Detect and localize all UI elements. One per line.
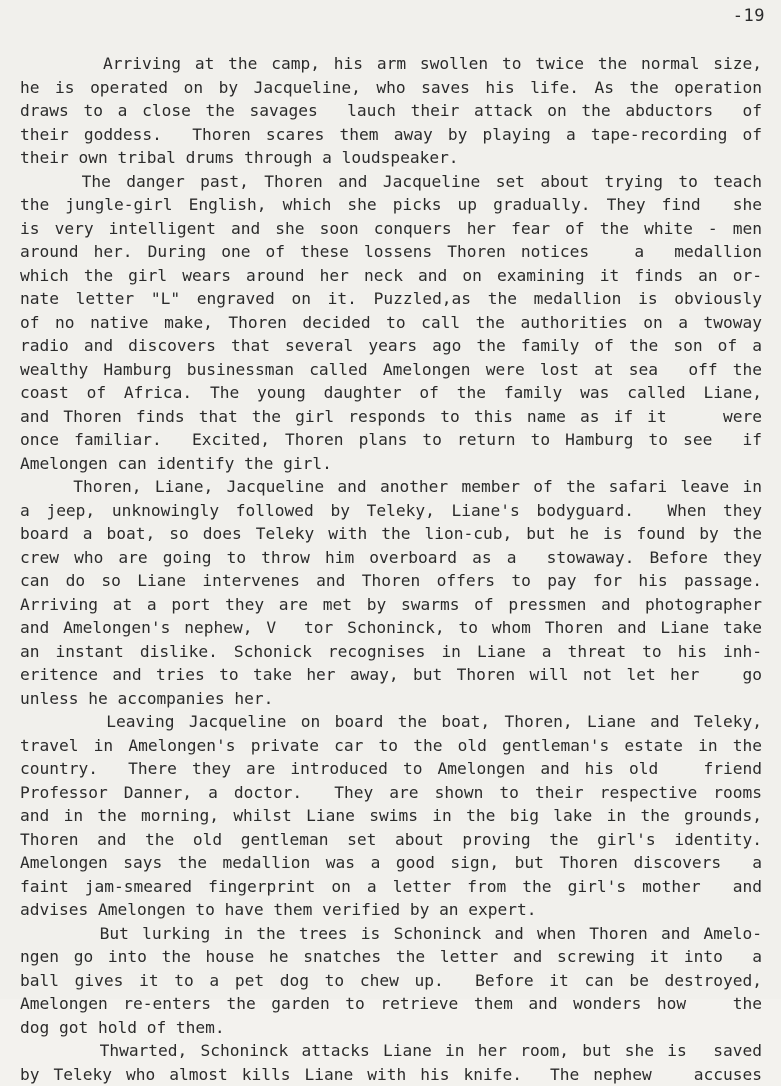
text-line: is very intelligent and she soon conquers her fear of the white - men <box>20 217 762 241</box>
text-line: an instant dislike. Schonick recognises in Liane a threat to his inh- <box>20 640 762 664</box>
text-line: eritence and tries to take her away, but Thoren will not let her go <box>20 663 762 687</box>
text-line: unless he accompanies her. <box>20 687 762 711</box>
text-line: and Thoren finds that the girl responds to this name as if it were <box>20 405 762 429</box>
text-line: ngen go into the house he snatches the letter and screwing it into a <box>20 945 762 969</box>
text-line: nate letter "L" engraved on it. Puzzled,as the medallion is obviously <box>20 287 762 311</box>
text-line: board a boat, so does Teleky with the lion-cub, but he is found by the <box>20 522 762 546</box>
text-line: can do so Liane intervenes and Thoren offers to pay for his passage. <box>20 569 762 593</box>
text-line: country. There they are introduced to Amelongen and his old friend <box>20 757 762 781</box>
text-line: crew who are going to throw him overboard as a stowaway. Before they <box>20 546 762 570</box>
text-line: their goddess. Thoren scares them away by playing a tape-recording of <box>20 123 762 147</box>
text-line: Amelongen says the medallion was a good sign, but Thoren discovers a <box>20 851 762 875</box>
text-line: radio and discovers that several years ago the family of the son of a <box>20 334 762 358</box>
text-line: he is operated on by Jacqueline, who saves his life. As the operation <box>20 76 762 100</box>
text-line: ball gives it to a pet dog to chew up. Before it can be destroyed, <box>20 969 762 993</box>
text-line: But lurking in the trees is Schoninck and when Thoren and Amelo- <box>20 922 762 946</box>
text-line: The danger past, Thoren and Jacqueline set about trying to teach <box>20 170 762 194</box>
text-line: Amelongen re-enters the garden to retrieve them and wonders how the <box>20 992 762 1016</box>
page-number: -19 <box>733 6 765 26</box>
body-text <box>20 52 762 1086</box>
text-line: Arriving at a port they are met by swarms of pressmen and photographer <box>20 593 762 617</box>
text-line: Thwarted, Schoninck attacks Liane in her room, but she is saved <box>20 1039 762 1063</box>
text-line: their own tribal drums through a loudspeaker. <box>20 146 762 170</box>
text-line: Thoren, Liane, Jacqueline and another member of the safari leave in <box>20 475 762 499</box>
text-line: Amelongen can identify the girl. <box>20 452 762 476</box>
text-line: which the girl wears around her neck and on examining it finds an or- <box>20 264 762 288</box>
text-line: wealthy Hamburg businessman called Amelongen were lost at sea off the <box>20 358 762 382</box>
text-line: coast of Africa. The young daughter of the family was called Liane, <box>20 381 762 405</box>
text-line: Arriving at the camp, his arm swollen to twice the normal size, <box>20 52 762 76</box>
text-line: Professor Danner, a doctor. They are shown to their respective rooms <box>20 781 762 805</box>
text-line: and in the morning, whilst Liane swims in the big lake in the grounds, <box>20 804 762 828</box>
text-line: a jeep, unknowingly followed by Teleky, Liane's bodyguard. When they <box>20 499 762 523</box>
text-line: Thoren and the old gentleman set about proving the girl's identity. <box>20 828 762 852</box>
text-line: the jungle-girl English, which she picks up gradually. They find she <box>20 193 762 217</box>
text-line: once familiar. Excited, Thoren plans to return to Hamburg to see if <box>20 428 762 452</box>
text-line: by Teleky who almost kills Liane with his knife. The nephew accuses <box>20 1063 762 1086</box>
text-line: Leaving Jacqueline on board the boat, Thoren, Liane and Teleky, <box>20 710 762 734</box>
text-line: and Amelongen's nephew, V tor Schoninck, to whom Thoren and Liane take <box>20 616 762 640</box>
text-line: faint jam-smeared fingerprint on a letter from the girl's mother and <box>20 875 762 899</box>
text-line: travel in Amelongen's private car to the old gentleman's estate in the <box>20 734 762 758</box>
text-line: draws to a close the savages lauch their attack on the abductors of <box>20 99 762 123</box>
text-line: advises Amelongen to have them verified by an expert. <box>20 898 762 922</box>
text-line: of no native make, Thoren decided to call the authorities on a twoway <box>20 311 762 335</box>
text-line: dog got hold of them. <box>20 1016 762 1040</box>
text-line: around her. During one of these lossens Thoren notices a medallion <box>20 240 762 264</box>
